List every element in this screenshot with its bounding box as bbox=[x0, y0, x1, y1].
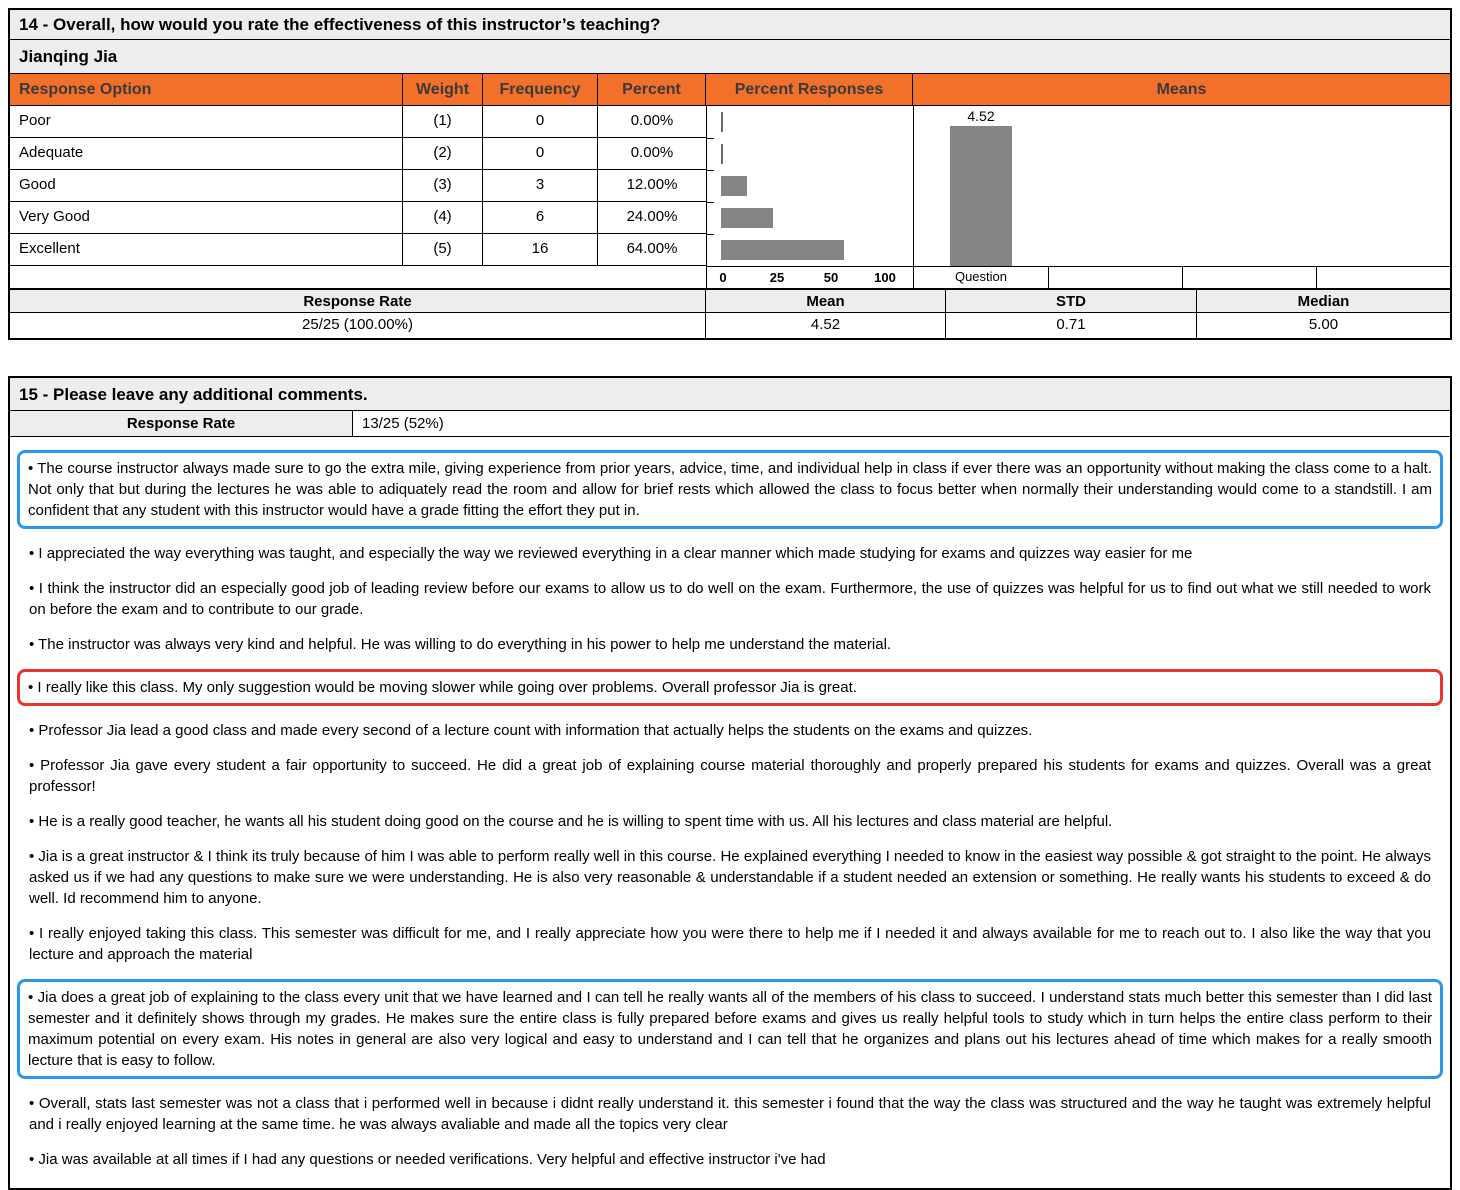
percent-bar bbox=[721, 240, 844, 260]
summary-header-0: Response Rate bbox=[10, 290, 706, 312]
means-bar bbox=[950, 126, 1012, 266]
cell-option: Adequate bbox=[10, 138, 403, 169]
column-header-weight: Weight bbox=[403, 74, 483, 105]
response-table-rows bbox=[10, 106, 706, 266]
response-table-body bbox=[10, 106, 1450, 288]
column-header-percent-responses: Percent Responses bbox=[706, 74, 913, 105]
comment: • Professor Jia gave every student a fair opportunity to succeed. He did a great job of explaining course material thoroughly and properly prepared his students for exams and quizzes. Overall was a great professor! bbox=[29, 757, 1431, 795]
cell-frequency: 0 bbox=[483, 106, 598, 137]
comment: • I think the instructor did an especially good job of leading review before our exams to allow us to do well on the exam. Furthermore, the use of quizzes was helpful for us to find out what we still needed to work on before the exam and to contribute to our grade. bbox=[29, 580, 1431, 618]
summary-header-3: Median bbox=[1297, 293, 1350, 310]
percent-axis bbox=[707, 266, 913, 288]
comment-highlighted-blue: • Jia does a great job of explaining to the class every unit that we have learned and I can tell he really wants all of the members of his class to succeed. I understand stats much better this semester than I did last semester and it definitely shows through my grades. He makes sure the entire class is fully prepared before exams and gives us really helpful tools to study which in turn helps the entire class perform to their maximum potential on every exam. His notes in general are also very logical and easy to understand and I can tell that he organizes and plans out his lectures ahead of time which makes for a really smooth lecture that is easy to follow. bbox=[17, 979, 1443, 1079]
cell-percent: 12.00% bbox=[626, 176, 678, 193]
summary-header-row bbox=[10, 288, 1450, 313]
cell-weight: (4) bbox=[403, 202, 483, 233]
cell-percent: 24.00% bbox=[626, 208, 678, 225]
cell-option: Poor bbox=[10, 106, 403, 137]
instructor-name: Jianqing Jia bbox=[10, 40, 1450, 74]
comment: • Overall, stats last semester was not a class that i performed well in because i didnt really understand it. this semester i found that the way the class was structured and the way he taught was extremely helpful and i really enjoyed learning at the same time. he was always avaliable and made all the topics very clear bbox=[29, 1095, 1431, 1133]
percent-bar bbox=[721, 208, 773, 228]
summary-values-row bbox=[10, 313, 1450, 338]
comment: • The instructor was always very kind and helpful. He was willing to do everything in his power to help me understand the material. bbox=[29, 636, 892, 653]
summary-value-1: 4.52 bbox=[706, 313, 946, 338]
means-chart bbox=[914, 106, 1450, 266]
response-rate-label: Response Rate bbox=[10, 411, 353, 436]
cell-percent: 0.00% bbox=[630, 144, 674, 161]
means-axis-label: Question bbox=[954, 269, 1008, 284]
summary-header-1: Mean bbox=[706, 290, 946, 312]
page bbox=[0, 8, 1460, 1190]
means-bar-value: 4.52 bbox=[967, 108, 995, 124]
axis-tick: 100 bbox=[874, 270, 896, 285]
cell-frequency: 0 bbox=[483, 138, 598, 169]
row-tick bbox=[707, 202, 714, 203]
percent-bar bbox=[721, 144, 723, 164]
summary-header-2: STD bbox=[946, 290, 1197, 312]
percent-bar bbox=[721, 176, 747, 196]
cell-frequency: 3 bbox=[483, 170, 598, 201]
question-15-section bbox=[8, 376, 1452, 1190]
cell-frequency: 6 bbox=[483, 202, 598, 233]
summary-value-3: 5.00 bbox=[1308, 316, 1339, 333]
comment: • Jia is a great instructor & I think its truly because of him I was able to perform really well in this course. He explained everything I needed to know in the easiest way possible & got straight to the point. He always asked us if we had any questions to make sure we were understanding. He is also very reasonable & understandable if a student needed an extension or something. He really wants his students to exceed & do well. Id recommend him to anyone. bbox=[29, 848, 1431, 907]
means-axis-empty-cell bbox=[1048, 267, 1182, 288]
comment: • Professor Jia lead a good class and made every second of a lecture count with information that actually helps the students on the exams and quizzes. bbox=[29, 722, 1033, 739]
comment: • I really enjoyed taking this class. This semester was difficult for me, and I really appreciate how you were there to help me if I needed it and always available for me to reach out to. I also like the way that you lecture and approach the material bbox=[29, 925, 1431, 963]
comment-highlighted-blue: • The course instructor always made sure to go the extra mile, giving experience from prior years, advice, time, and individual help in class if ever there was an opportunity without making the class come to a halt. Not only that but during the lectures he was able to adiquately read the room and allow for brief rests which allowed the class to focus better when normally their understanding would come to a standstill. I am confident that any student with this instructor would have a grade fitting the effort they put in. bbox=[17, 450, 1443, 529]
means-axis-empty-cell bbox=[1316, 267, 1450, 288]
percent-bar bbox=[721, 112, 723, 132]
response-rate-row bbox=[10, 411, 1450, 437]
question-14-title: 14 - Overall, how would you rate the effectiveness of this instructor’s teaching? bbox=[10, 10, 1450, 40]
table-row bbox=[10, 202, 706, 234]
axis-tick: 0 bbox=[719, 270, 727, 285]
cell-weight: (5) bbox=[403, 234, 483, 266]
question-15-title: 15 - Please leave any additional comments. bbox=[10, 378, 1450, 411]
cell-option: Excellent bbox=[10, 234, 403, 266]
cell-percent: 0.00% bbox=[630, 112, 674, 129]
cell-weight: (2) bbox=[403, 138, 483, 169]
table-row bbox=[10, 106, 706, 138]
axis-tick: 50 bbox=[823, 270, 839, 285]
cell-weight: (1) bbox=[403, 106, 483, 137]
means-axis-empty-cell bbox=[1182, 267, 1316, 288]
table-row bbox=[10, 234, 706, 266]
percent-responses-chart bbox=[707, 106, 913, 266]
question-14-section bbox=[8, 8, 1452, 340]
response-table-header bbox=[10, 74, 1450, 106]
cell-percent: 64.00% bbox=[626, 240, 678, 257]
table-row bbox=[10, 170, 706, 202]
cell-option: Very Good bbox=[10, 202, 403, 233]
row-tick bbox=[707, 234, 714, 235]
axis-tick: 25 bbox=[769, 270, 785, 285]
response-rate-value: 13/25 (52%) bbox=[362, 415, 444, 432]
comment: • Jia was available at all times if I had any questions or needed verifications. Very helpful and effective instructor i've had bbox=[29, 1151, 826, 1168]
cell-frequency: 16 bbox=[483, 234, 598, 266]
row-tick bbox=[707, 170, 714, 171]
column-header-means: Means bbox=[1156, 81, 1207, 98]
summary-value-0: 25/25 (100.00%) bbox=[10, 313, 706, 338]
comment-highlighted-red: • I really like this class. My only suggestion would be moving slower while going over problems. Overall professor Jia is great. bbox=[17, 669, 1443, 706]
table-row bbox=[10, 138, 706, 170]
summary-value-2: 0.71 bbox=[946, 313, 1197, 338]
comment: • He is a really good teacher, he wants all his student doing good on the course and he is willing to spent time with us. All his lectures and class material are helpful. bbox=[29, 813, 1113, 830]
row-tick bbox=[707, 138, 714, 139]
comments-list bbox=[10, 437, 1450, 1188]
means-axis-row bbox=[914, 266, 1450, 288]
column-header-percent: Percent bbox=[598, 74, 706, 105]
cell-weight: (3) bbox=[403, 170, 483, 201]
cell-option: Good bbox=[10, 170, 403, 201]
comment: • I appreciated the way everything was taught, and especially the way we reviewed everything in a clear manner which made studying for exams and quizzes way easier for me bbox=[29, 545, 1193, 562]
column-header-frequency: Frequency bbox=[483, 74, 598, 105]
column-header-response-option: Response Option bbox=[10, 74, 403, 105]
